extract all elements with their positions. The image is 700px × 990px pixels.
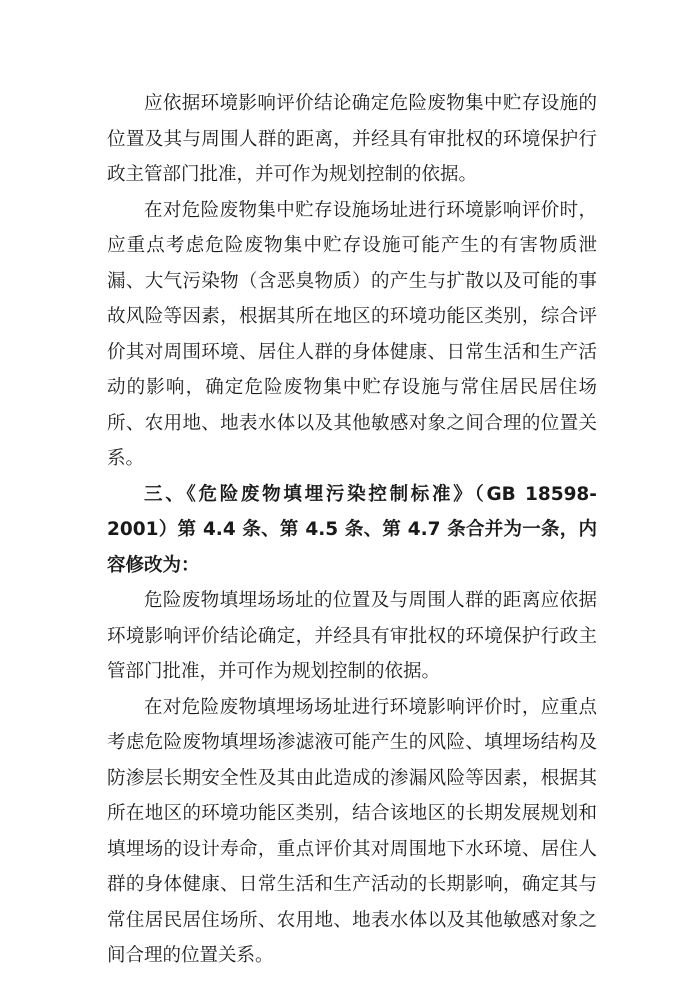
section-heading-landfill-standard: 三、《危险废物填埋污染控制标准》（GB 18598-2001）第 4.4 条、第 4.5 条、第 4.7 条合并为一条，内容修改为： (107, 483, 597, 576)
paragraph-storage-assessment: 在对危险废物集中贮存设施场址进行环境影响评价时，应重点考虑危险废物集中贮存设施可能产生的有害物质泄漏、大气污染物（含恶臭物质）的产生与扩散以及可能的事故风险等因素，根据其所在地区的环境功能区类别，综合评价其对周围环境、居住人群的身体健康、日常生活和生产活动的影响，确定危险废物集中贮存设施与常住居民居住场所、农用地、地表水体以及其他敏感对象之间合理的位置关系。 (107, 199, 597, 469)
paragraph-storage-location: 应依据环境影响评价结论确定危险废物集中贮存设施的位置及其与周围人群的距离，并经具有审批权的环境保护行政主管部门批准，并可作为规划控制的依据。 (107, 93, 597, 185)
paragraph-landfill-assessment: 在对危险废物填埋场场址进行环境影响评价时，应重点考虑危险废物填埋场渗滤液可能产生的风险、填埋场结构及防渗层长期安全性及其由此造成的渗漏风险等因素，根据其所在地区的环境功能区类别，结合该地区的长期发展规划和填埋场的设计寿命，重点评价其对周围地下水环境、居住人群的身体健康、日常生活和生产活动的长期影响，确定其与常住居民居住场所、农用地、地表水体以及其他敏感对象之间合理的位置关系。 (107, 696, 597, 966)
paragraph-landfill-location: 危险废物填埋场场址的位置及与周围人群的距离应依据环境影响评价结论确定，并经具有审批权的环境保护行政主管部门批准，并可作为规划控制的依据。 (107, 590, 597, 682)
document-body (107, 86, 597, 974)
